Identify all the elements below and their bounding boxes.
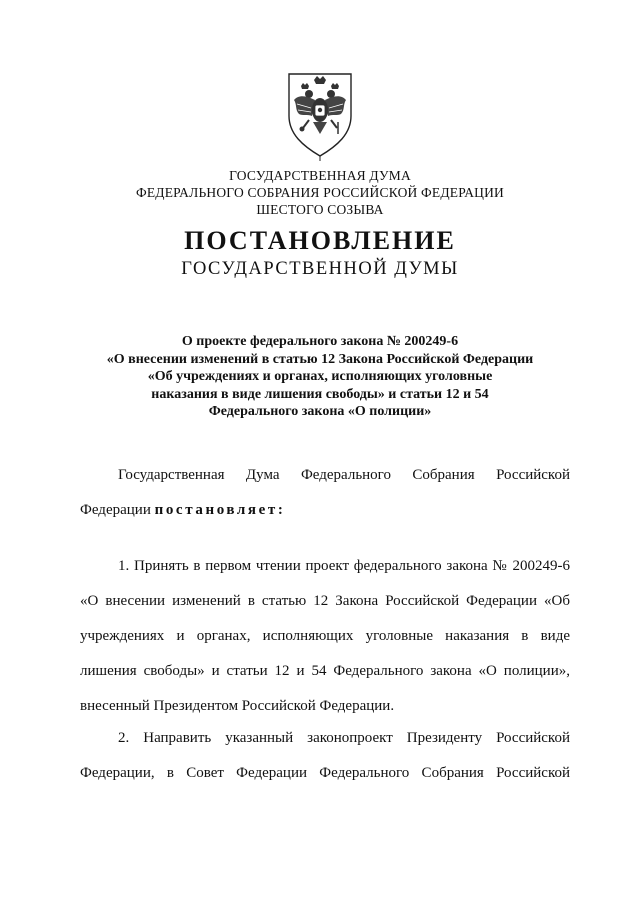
paragraph-line: внесенный Президентом Российской Федерации. [80, 698, 395, 714]
subject-line: О проекте федерального закона № 200249-6 [181, 334, 459, 349]
document-issuer-title: ГОСУДАРСТВЕННОЙ ДУМЫ [181, 259, 459, 279]
preamble [80, 465, 570, 525]
subject-line: «Об учреждениях и органах, исполняющих уголовные [147, 369, 493, 384]
resolution-verb: постановляет: [154, 502, 286, 518]
paragraph-1 [80, 556, 570, 716]
document-subject [0, 333, 640, 421]
paragraph-2 [80, 728, 570, 788]
org-line: ФЕДЕРАЛЬНОГО СОБРАНИЯ РОССИЙСКОЙ ФЕДЕРАЦИИ [136, 185, 504, 200]
document-type-title: ПОСТАНОВЛЕНИЕ [184, 226, 456, 255]
paragraph-line: 1. Принять в первом чтении проект федерального закона № 200249-6 [118, 558, 570, 574]
paragraph-line: 2. Направить указанный законопроект Президенту Российской [118, 730, 570, 746]
paragraph-line: учреждениях и органах, исполняющих уголовные наказания в виде [80, 628, 570, 644]
russian-coat-of-arms-icon [285, 70, 355, 162]
org-line: ГОСУДАРСТВЕННАЯ ДУМА [229, 168, 411, 183]
preamble-prefix: Федерации [80, 502, 151, 518]
paragraph-line: «О внесении изменений в статью 12 Закона Российской Федерации «Об [80, 593, 570, 609]
subject-line: Федерального закона «О полиции» [208, 404, 432, 419]
preamble-line: Государственная Дума Федерального Собрания Российской [118, 467, 570, 483]
paragraph-line: лишения свободы» и статьи 12 и 54 Федерального закона «О полиции», [80, 663, 570, 679]
paragraph-line: Федерации, в Совет Федерации Федерального Собрания Российской [80, 765, 570, 781]
subject-line: «О внесении изменений в статью 12 Закона Российской Федерации [106, 351, 534, 367]
organization-header [0, 167, 640, 218]
org-line: ШЕСТОГО СОЗЫВА [256, 202, 384, 217]
preamble-line [80, 500, 570, 520]
subject-line: наказания в виде лишения свободы» и статьи 12 и 54 [151, 386, 489, 402]
